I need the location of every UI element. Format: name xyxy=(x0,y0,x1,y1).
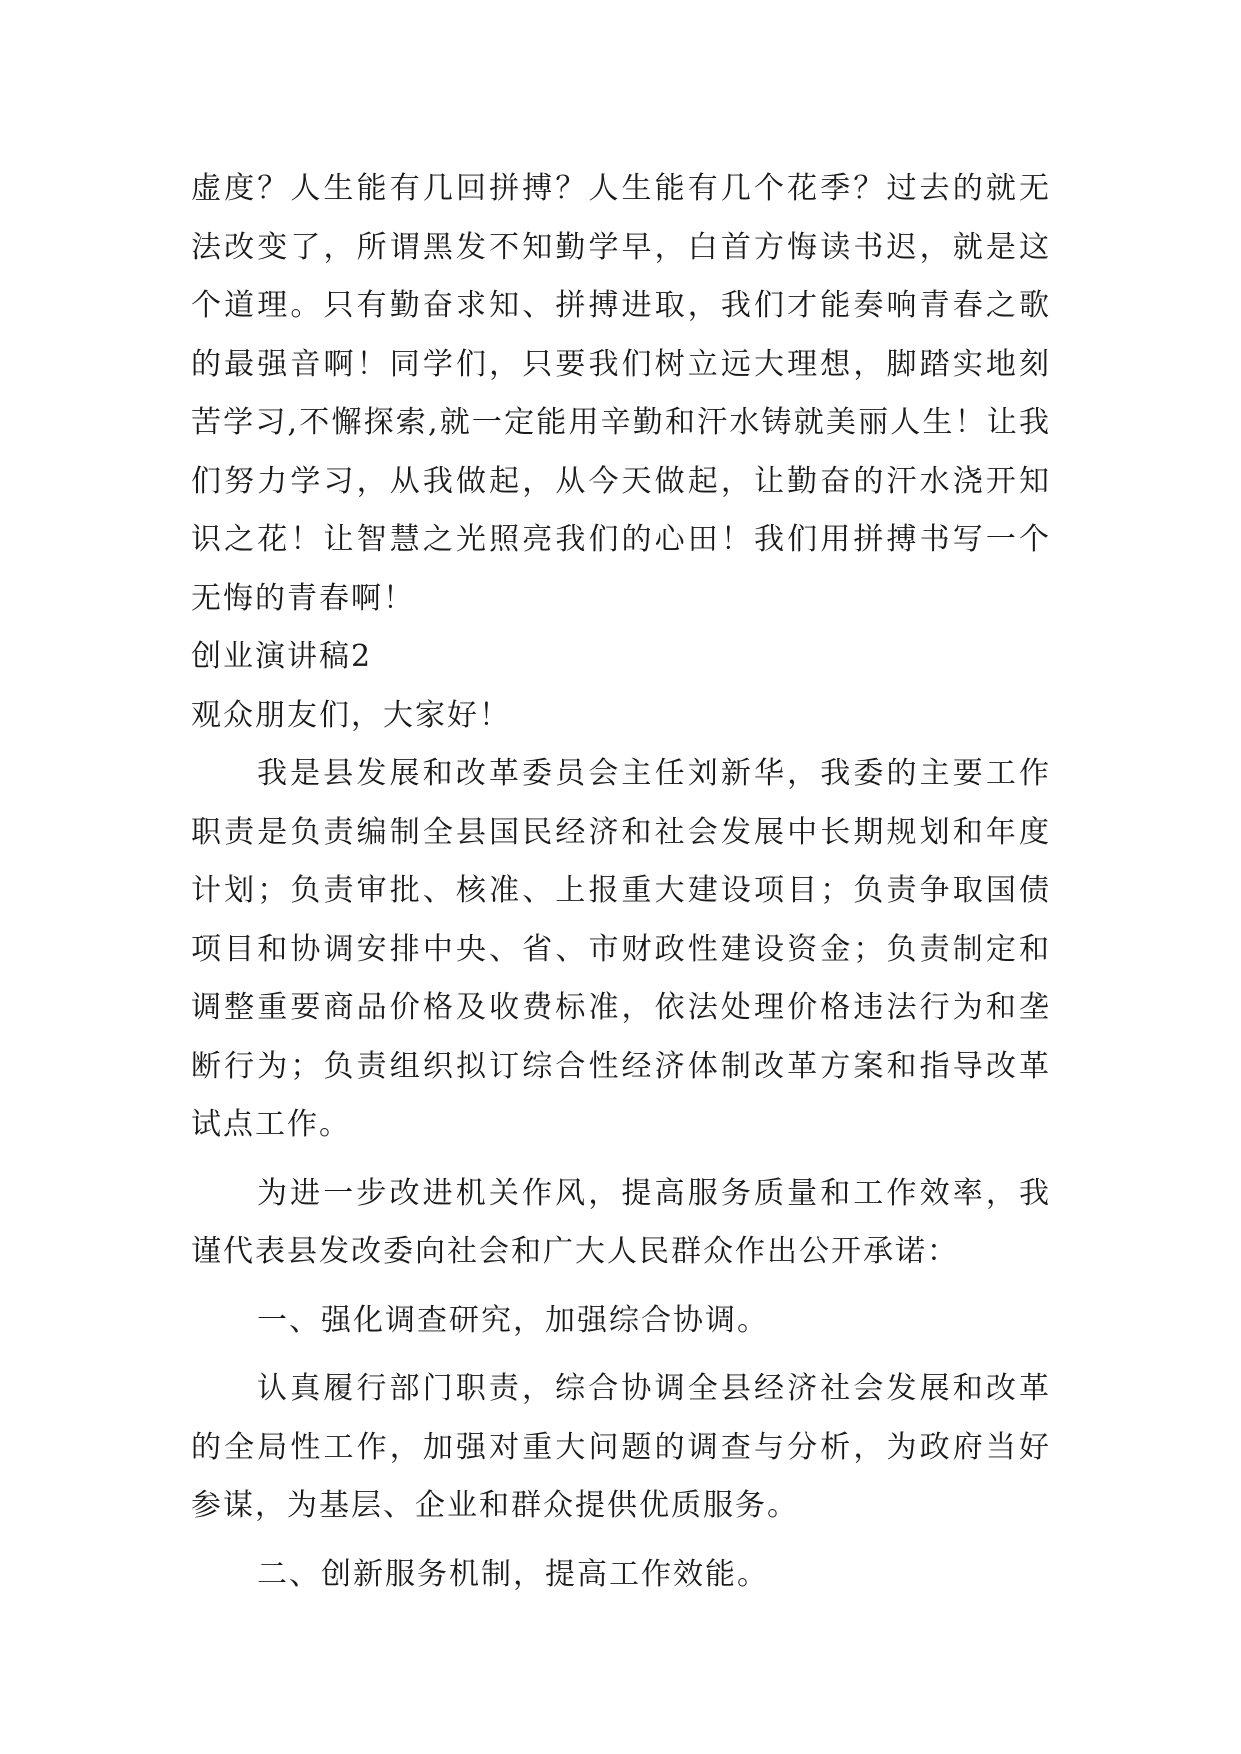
paragraph-introduction: 我是县发展和改革委员会主任刘新华，我委的主要工作职责是负责编制全县国民经济和社会发展中长期规划和年度计划；负责审批、核准、上报重大建设项目；负责争取国债项目和协调安排中央、省、市财政性建设资金；负责制定和调整重要商品价格及收费标准，依法处理价格违法行为和垄断行为；负责组织拟订综合性经济体制改革方案和指导改革试点工作。 xyxy=(191,756,1051,1142)
section-heading: 创业演讲稿2 xyxy=(191,639,373,674)
item-heading-2: 二、创新服务机制，提高工作效能。 xyxy=(257,1556,769,1592)
item-heading-1: 一、强化调查研究，加强综合协调。 xyxy=(257,1302,769,1338)
paragraph-commitment: 为进一步改进机关作风，提高服务质量和工作效率，我谨代表县发改委向社会和广大人民群众作出公开承诺： xyxy=(191,1175,1051,1269)
document-body xyxy=(191,160,1051,1604)
paragraph-study-exhortation: 虚度？人生能有几回拼搏？人生能有几个花季？过去的就无法改变了，所谓黑发不知勤学早，白首方悔读书迟，就是这个道理。只有勤奋求知、拼搏进取，我们才能奏响青春之歌的最强音啊！同学们，只要我们树立远大理想，脚踏实地刻苦学习,不懈探索,就一定能用辛勤和汗水铸就美丽人生！让我们努力学习，从我做起，从今天做起，让勤奋的汗水浇开知识之花！让智慧之光照亮我们的心田！我们用拼搏书写一个无悔的青春啊！ xyxy=(191,171,1051,616)
greeting: 观众朋友们，大家好！ xyxy=(191,697,511,733)
paragraph-item-1: 认真履行部门职责，综合协调全县经济社会发展和改革的全局性工作，加强对重大问题的调查与分析，为政府当好参谋，为基层、企业和群众提供优质服务。 xyxy=(191,1371,1051,1523)
